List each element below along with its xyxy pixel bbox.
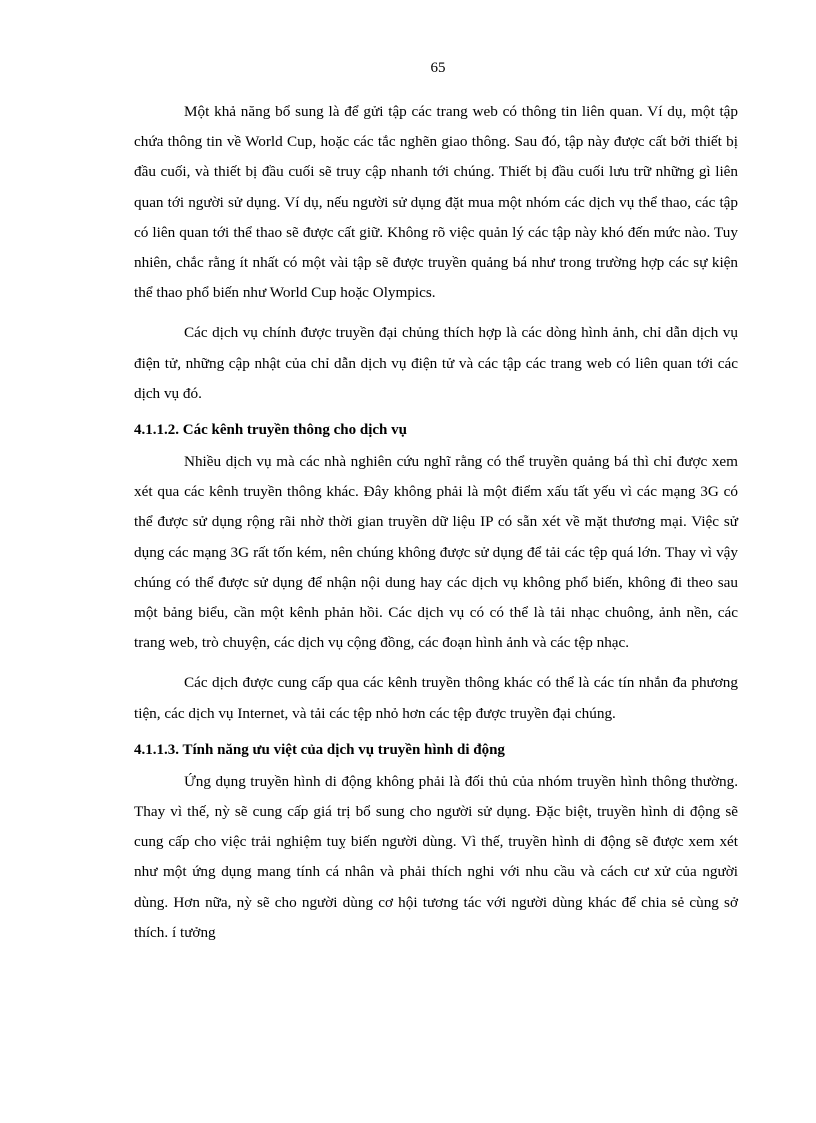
heading-4-1-1-3: 4.1.1.3. Tính năng ưu việt của dịch vụ truyền hình di động [134,741,505,758]
page-number: 65 [430,60,446,76]
paragraph-main-broadcast-services: Các dịch vụ chính được truyền đại chủng thích hợp là các dòng hình ảnh, chỉ dẫn dịch vụ điện tử, những cập nhật của chỉ dẫn dịch vụ điện tử và các tập các trang web có liên quan tới các dịch vụ đó. [134,324,738,402]
paragraph-other-channel-services: Các dịch được cung cấp qua các kênh truyền thông khác có thể là các tín nhắn đa phương tiện, các dịch vụ Internet, và tải các tệp nhỏ hơn các tệp được truyền đại chúng. [134,674,738,722]
paragraph-other-channels: Nhiều dịch vụ mà các nhà nghiên cứu nghĩ rằng có thể truyền quảng bá thì chỉ được xem xét qua các kênh truyền thông khác. Đây không phải là một điểm xấu tất yếu vì các mạng 3G có thể được sử dụng rộng rãi nhờ thời gian truyền dữ liệu IP có sẵn xét về mặt thương mại. Việc sử dụng các mạng 3G rất tốn kém, nên chúng không được sử dụng để tải các tệp quá lớn. Thay vì vậy chúng có thể được sử dụng để nhận nội dung hay các dịch vụ không phổ biến, không đi theo sau một bảng biểu, cần một kênh phản hồi. Các dịch vụ có có thể là tải nhạc chuông, ảnh nền, các trang web, trò chuyện, các dịch vụ cộng đồng, các đoạn hình ảnh và các tệp nhạc. [134,453,738,652]
document-body [134,97,738,958]
paragraph-additional-web-pages: Một khả năng bổ sung là để gửi tập các trang web có thông tin liên quan. Ví dụ, một tập chứa thông tin về World Cup, hoặc các tắc nghẽn giao thông. Sau đó, tập này được cất bởi thiết bị đầu cuối, và thiết bị đầu cuối sẽ truy cập nhanh tới chúng. Thiết bị đầu cuối lưu trữ những gì liên quan tới người sử dụng. Ví dụ, nếu người sử dụng đặt mua một nhóm các dịch vụ thể thao, các tập có liên quan tới thể thao sẽ được cất giữ. Không rõ việc quản lý các tập này khó đến mức nào. Tuy nhiên, chắc rằng ít nhất có một vài tập sẽ được truyền quảng bá như trong trường hợp các sự kiện thể thao phổ biến như World Cup hoặc Olympics. [134,103,738,302]
paragraph-mobile-tv-advantages: Ứng dụng truyền hình di động không phải là đối thủ của nhóm truyền hình thông thường. Thay vì thế, nỳ sẽ cung cấp giá trị bổ sung cho người sử dụng. Đặc biệt, truyền hình di động sẽ cung cấp cho việc trải nghiệm tuỵ biến người dùng. Vì thế, truyền hình di động sẽ được xem xét như một ứng dụng mang tính cá nhân và phải thích nghi với nhu cầu và cách cư xử của người dùng. Hơn nữa, nỳ sẽ cho người dùng cơ hội tương tác với người dùng khác để chia sẻ cùng sở thích. í tưởng [134,772,738,941]
heading-4-1-1-2: 4.1.1.2. Các kênh truyền thông cho dịch vụ [134,422,407,439]
